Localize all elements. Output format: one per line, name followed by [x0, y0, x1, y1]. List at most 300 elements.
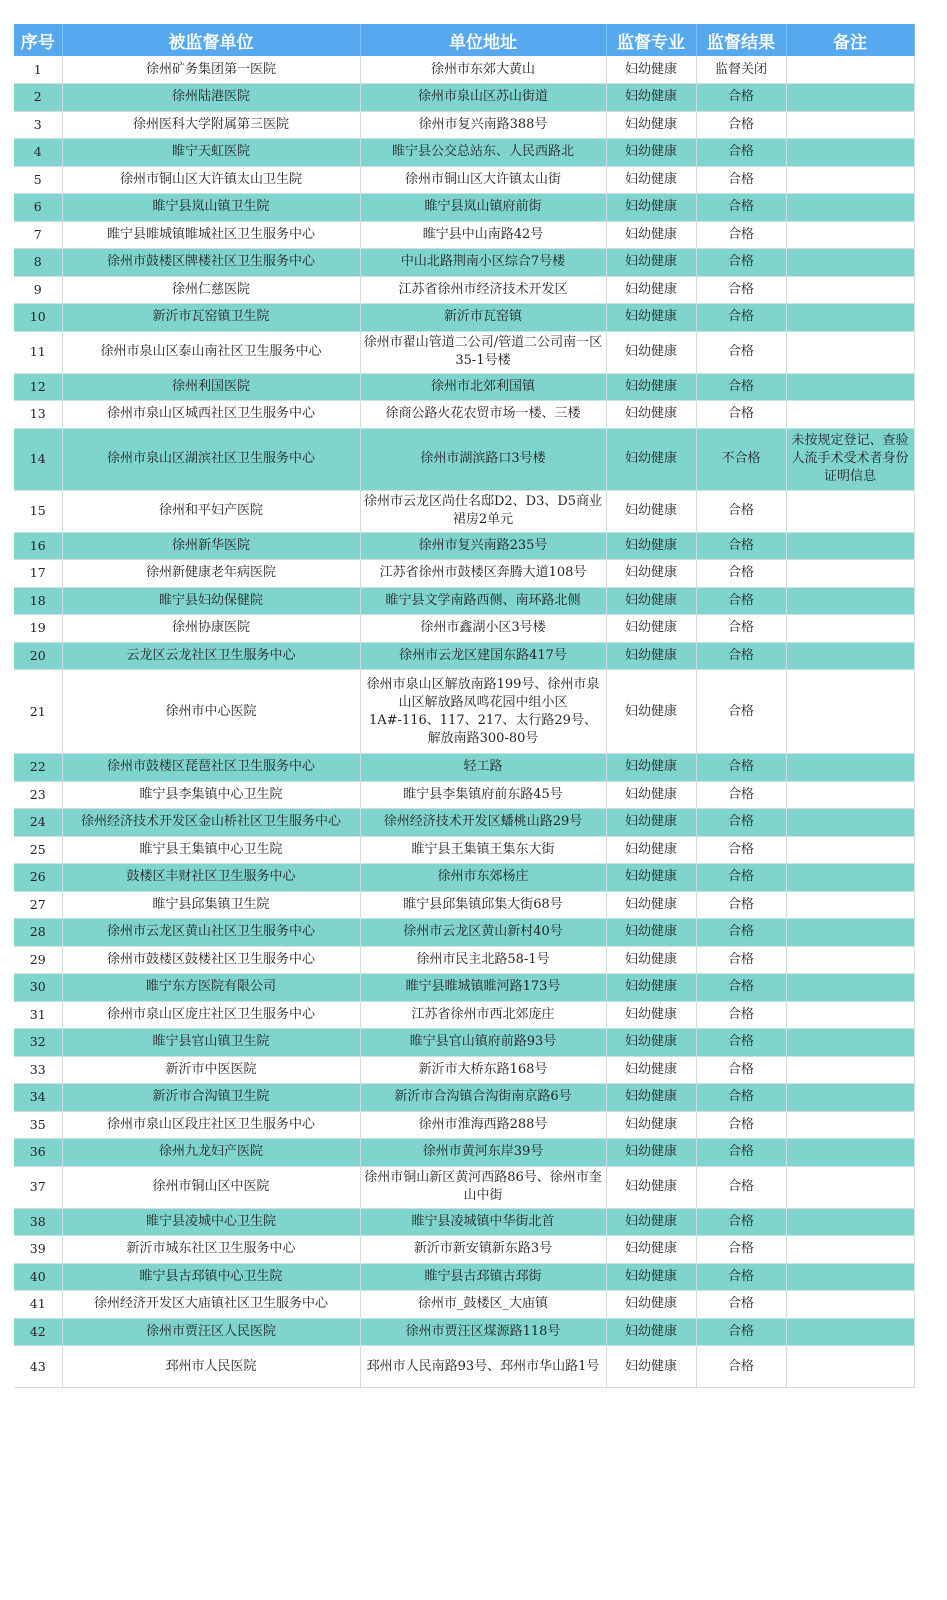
unit-cell: 云龙区云龙社区卫生服务中心	[62, 642, 360, 670]
result-cell: 合格	[696, 891, 786, 919]
header-serial-number: 序号	[14, 24, 62, 56]
serial-cell: 36	[14, 1139, 62, 1167]
address-cell: 徐州市翟山管道二公司/管道二公司南一区35-1号楼	[360, 331, 606, 373]
serial-cell: 1	[14, 56, 62, 84]
result-cell: 合格	[696, 111, 786, 139]
serial-cell: 42	[14, 1318, 62, 1346]
table-row	[14, 276, 914, 304]
field-cell: 妇幼健康	[606, 1263, 696, 1291]
unit-cell: 徐州市泉山区庞庄社区卫生服务中心	[62, 1001, 360, 1029]
unit-cell: 徐州市铜山区中医院	[62, 1166, 360, 1208]
unit-cell: 睢宁县睢城镇睢城社区卫生服务中心	[62, 221, 360, 249]
remarks-cell	[786, 754, 914, 782]
header-supervision-result: 监督结果	[696, 24, 786, 56]
field-cell: 妇幼健康	[606, 836, 696, 864]
address-cell: 江苏省徐州市鼓楼区奔腾大道108号	[360, 560, 606, 588]
field-cell: 妇幼健康	[606, 587, 696, 615]
field-cell: 妇幼健康	[606, 166, 696, 194]
remarks-cell	[786, 276, 914, 304]
inspection-results-table	[14, 24, 915, 1388]
serial-cell: 15	[14, 490, 62, 532]
unit-cell: 徐州市鼓楼区鼓楼社区卫生服务中心	[62, 946, 360, 974]
unit-cell: 徐州市鼓楼区牌楼社区卫生服务中心	[62, 249, 360, 277]
address-cell: 徐州市云龙区黄山新村40号	[360, 919, 606, 947]
table-row	[14, 401, 914, 429]
result-cell: 合格	[696, 919, 786, 947]
unit-cell: 徐州陆港医院	[62, 84, 360, 112]
result-cell: 合格	[696, 754, 786, 782]
table-row	[14, 891, 914, 919]
result-cell: 不合格	[696, 428, 786, 490]
result-cell: 监督关闭	[696, 56, 786, 84]
table-row	[14, 532, 914, 560]
unit-cell: 新沂市瓦窑镇卫生院	[62, 304, 360, 332]
result-cell: 合格	[696, 836, 786, 864]
address-cell: 徐州市贾汪区煤源路118号	[360, 1318, 606, 1346]
field-cell: 妇幼健康	[606, 84, 696, 112]
address-cell: 徐州市北郊利国镇	[360, 373, 606, 401]
address-cell: 徐州市湖滨路口3号楼	[360, 428, 606, 490]
unit-cell: 徐州经济开发区大庙镇社区卫生服务中心	[62, 1291, 360, 1319]
remarks-cell: 未按规定登记、查验人流手术受术者身份证明信息	[786, 428, 914, 490]
result-cell: 合格	[696, 1029, 786, 1057]
address-cell: 徐州市淮海西路288号	[360, 1111, 606, 1139]
serial-cell: 26	[14, 864, 62, 892]
remarks-cell	[786, 587, 914, 615]
table-row	[14, 615, 914, 643]
remarks-cell	[786, 401, 914, 429]
address-cell: 邳州市人民南路93号、邳州市华山路1号	[360, 1346, 606, 1388]
remarks-cell	[786, 864, 914, 892]
address-cell: 睢宁县凌城镇中华街北首	[360, 1208, 606, 1236]
table-row	[14, 139, 914, 167]
field-cell: 妇幼健康	[606, 1111, 696, 1139]
serial-cell: 37	[14, 1166, 62, 1208]
field-cell: 妇幼健康	[606, 1139, 696, 1167]
unit-cell: 睢宁县官山镇卫生院	[62, 1029, 360, 1057]
result-cell: 合格	[696, 532, 786, 560]
field-cell: 妇幼健康	[606, 331, 696, 373]
serial-cell: 30	[14, 974, 62, 1002]
unit-cell: 睢宁县妇幼保健院	[62, 587, 360, 615]
result-cell: 合格	[696, 166, 786, 194]
table-row	[14, 221, 914, 249]
unit-cell: 新沂市城东社区卫生服务中心	[62, 1236, 360, 1264]
unit-cell: 新沂市中医医院	[62, 1056, 360, 1084]
result-cell: 合格	[696, 1001, 786, 1029]
address-cell: 徐州市铜山区大许镇太山街	[360, 166, 606, 194]
result-cell: 合格	[696, 1111, 786, 1139]
field-cell: 妇幼健康	[606, 1346, 696, 1388]
address-cell: 徐州市民主北路58-1号	[360, 946, 606, 974]
result-cell: 合格	[696, 670, 786, 754]
table-header-row	[14, 24, 914, 56]
address-cell: 徐州市云龙区尚仕名邸D2、D3、D5商业裙房2单元	[360, 490, 606, 532]
result-cell: 合格	[696, 1056, 786, 1084]
field-cell: 妇幼健康	[606, 1056, 696, 1084]
address-cell: 新沂市大桥东路168号	[360, 1056, 606, 1084]
field-cell: 妇幼健康	[606, 974, 696, 1002]
remarks-cell	[786, 1208, 914, 1236]
remarks-cell	[786, 1084, 914, 1112]
result-cell: 合格	[696, 139, 786, 167]
table-row	[14, 670, 914, 754]
serial-cell: 5	[14, 166, 62, 194]
result-cell: 合格	[696, 1084, 786, 1112]
serial-cell: 20	[14, 642, 62, 670]
remarks-cell	[786, 373, 914, 401]
unit-cell: 徐州仁慈医院	[62, 276, 360, 304]
serial-cell: 41	[14, 1291, 62, 1319]
serial-cell: 7	[14, 221, 62, 249]
remarks-cell	[786, 670, 914, 754]
result-cell: 合格	[696, 194, 786, 222]
unit-cell: 睢宁县凌城中心卫生院	[62, 1208, 360, 1236]
address-cell: 睢宁县睢城镇睢河路173号	[360, 974, 606, 1002]
field-cell: 妇幼健康	[606, 1318, 696, 1346]
result-cell: 合格	[696, 331, 786, 373]
remarks-cell	[786, 1111, 914, 1139]
result-cell: 合格	[696, 615, 786, 643]
field-cell: 妇幼健康	[606, 249, 696, 277]
unit-cell: 徐州九龙妇产医院	[62, 1139, 360, 1167]
field-cell: 妇幼健康	[606, 919, 696, 947]
unit-cell: 徐州经济技术开发区金山桥社区卫生服务中心	[62, 809, 360, 837]
serial-cell: 16	[14, 532, 62, 560]
address-cell: 睢宁县岚山镇府前街	[360, 194, 606, 222]
result-cell: 合格	[696, 1236, 786, 1264]
address-cell: 徐州市泉山区解放南路199号、徐州市泉山区解放路凤鸣花园中组小区1A#-116、117、217、太行路29号、解放南路300-80号	[360, 670, 606, 754]
result-cell: 合格	[696, 1166, 786, 1208]
table-row	[14, 1236, 914, 1264]
serial-cell: 40	[14, 1263, 62, 1291]
address-cell: 睢宁县李集镇府前东路45号	[360, 781, 606, 809]
field-cell: 妇幼健康	[606, 1084, 696, 1112]
result-cell: 合格	[696, 401, 786, 429]
serial-cell: 21	[14, 670, 62, 754]
unit-cell: 睢宁县李集镇中心卫生院	[62, 781, 360, 809]
serial-cell: 19	[14, 615, 62, 643]
unit-cell: 徐州协康医院	[62, 615, 360, 643]
serial-cell: 3	[14, 111, 62, 139]
unit-cell: 徐州市泉山区段庄社区卫生服务中心	[62, 1111, 360, 1139]
address-cell: 新沂市新安镇新东路3号	[360, 1236, 606, 1264]
result-cell: 合格	[696, 974, 786, 1002]
table-row	[14, 560, 914, 588]
remarks-cell	[786, 56, 914, 84]
result-cell: 合格	[696, 809, 786, 837]
address-cell: 睢宁县古邳镇古邳街	[360, 1263, 606, 1291]
table-row	[14, 1346, 914, 1388]
table-row	[14, 836, 914, 864]
unit-cell: 睢宁县邱集镇卫生院	[62, 891, 360, 919]
field-cell: 妇幼健康	[606, 670, 696, 754]
field-cell: 妇幼健康	[606, 221, 696, 249]
field-cell: 妇幼健康	[606, 373, 696, 401]
remarks-cell	[786, 781, 914, 809]
remarks-cell	[786, 221, 914, 249]
table-row	[14, 974, 914, 1002]
remarks-cell	[786, 111, 914, 139]
result-cell: 合格	[696, 276, 786, 304]
table-row	[14, 249, 914, 277]
address-cell: 睢宁县王集镇王集东大街	[360, 836, 606, 864]
table-row	[14, 754, 914, 782]
unit-cell: 徐州新华医院	[62, 532, 360, 560]
remarks-cell	[786, 946, 914, 974]
remarks-cell	[786, 615, 914, 643]
remarks-cell	[786, 331, 914, 373]
result-cell: 合格	[696, 490, 786, 532]
remarks-cell	[786, 166, 914, 194]
address-cell: 睢宁县中山南路42号	[360, 221, 606, 249]
field-cell: 妇幼健康	[606, 304, 696, 332]
serial-cell: 9	[14, 276, 62, 304]
remarks-cell	[786, 1291, 914, 1319]
field-cell: 妇幼健康	[606, 139, 696, 167]
unit-cell: 睢宁东方医院有限公司	[62, 974, 360, 1002]
address-cell: 新沂市合沟镇合沟街南京路6号	[360, 1084, 606, 1112]
field-cell: 妇幼健康	[606, 642, 696, 670]
serial-cell: 6	[14, 194, 62, 222]
address-cell: 江苏省徐州市西北郊庞庄	[360, 1001, 606, 1029]
remarks-cell	[786, 1139, 914, 1167]
table-row	[14, 428, 914, 490]
remarks-cell	[786, 836, 914, 864]
address-cell: 徐州市黄河东岸39号	[360, 1139, 606, 1167]
table-row	[14, 781, 914, 809]
table-row	[14, 56, 914, 84]
unit-cell: 徐州矿务集团第一医院	[62, 56, 360, 84]
unit-cell: 徐州市泉山区湖滨社区卫生服务中心	[62, 428, 360, 490]
address-cell: 徐州市鑫湖小区3号楼	[360, 615, 606, 643]
field-cell: 妇幼健康	[606, 276, 696, 304]
remarks-cell	[786, 1029, 914, 1057]
remarks-cell	[786, 304, 914, 332]
serial-cell: 39	[14, 1236, 62, 1264]
serial-cell: 14	[14, 428, 62, 490]
unit-cell: 徐州和平妇产医院	[62, 490, 360, 532]
result-cell: 合格	[696, 781, 786, 809]
unit-cell: 徐州新健康老年病医院	[62, 560, 360, 588]
table-row	[14, 373, 914, 401]
table-row	[14, 1263, 914, 1291]
unit-cell: 徐州市鼓楼区琵琶社区卫生服务中心	[62, 754, 360, 782]
unit-cell: 徐州市泉山区城西社区卫生服务中心	[62, 401, 360, 429]
remarks-cell	[786, 194, 914, 222]
field-cell: 妇幼健康	[606, 1001, 696, 1029]
table-row	[14, 84, 914, 112]
serial-cell: 25	[14, 836, 62, 864]
unit-cell: 睢宁天虹医院	[62, 139, 360, 167]
result-cell: 合格	[696, 587, 786, 615]
serial-cell: 29	[14, 946, 62, 974]
serial-cell: 22	[14, 754, 62, 782]
remarks-cell	[786, 1318, 914, 1346]
result-cell: 合格	[696, 373, 786, 401]
address-cell: 徐州市复兴南路388号	[360, 111, 606, 139]
result-cell: 合格	[696, 946, 786, 974]
serial-cell: 10	[14, 304, 62, 332]
table-row	[14, 304, 914, 332]
table-row	[14, 1208, 914, 1236]
table-row	[14, 111, 914, 139]
table-row	[14, 1001, 914, 1029]
remarks-cell	[786, 891, 914, 919]
remarks-cell	[786, 84, 914, 112]
unit-cell: 徐州市铜山区大许镇太山卫生院	[62, 166, 360, 194]
table-row	[14, 1029, 914, 1057]
unit-cell: 邳州市人民医院	[62, 1346, 360, 1388]
serial-cell: 12	[14, 373, 62, 401]
field-cell: 妇幼健康	[606, 1029, 696, 1057]
remarks-cell	[786, 1263, 914, 1291]
unit-cell: 徐州市贾汪区人民医院	[62, 1318, 360, 1346]
table-row	[14, 587, 914, 615]
serial-cell: 4	[14, 139, 62, 167]
unit-cell: 鼓楼区丰财社区卫生服务中心	[62, 864, 360, 892]
unit-cell: 新沂市合沟镇卫生院	[62, 1084, 360, 1112]
address-cell: 徐州市复兴南路235号	[360, 532, 606, 560]
serial-cell: 17	[14, 560, 62, 588]
field-cell: 妇幼健康	[606, 1208, 696, 1236]
remarks-cell	[786, 1166, 914, 1208]
table-row	[14, 1056, 914, 1084]
remarks-cell	[786, 1001, 914, 1029]
serial-cell: 13	[14, 401, 62, 429]
unit-cell: 徐州利国医院	[62, 373, 360, 401]
address-cell: 睢宁县公交总站东、人民西路北	[360, 139, 606, 167]
serial-cell: 8	[14, 249, 62, 277]
address-cell: 徐州市云龙区建国东路417号	[360, 642, 606, 670]
remarks-cell	[786, 560, 914, 588]
remarks-cell	[786, 1236, 914, 1264]
remarks-cell	[786, 139, 914, 167]
table-row	[14, 864, 914, 892]
address-cell: 徐州经济技术开发区蟠桃山路29号	[360, 809, 606, 837]
field-cell: 妇幼健康	[606, 401, 696, 429]
serial-cell: 24	[14, 809, 62, 837]
remarks-cell	[786, 642, 914, 670]
serial-cell: 38	[14, 1208, 62, 1236]
header-remarks: 备注	[786, 24, 914, 56]
table-row	[14, 1111, 914, 1139]
result-cell: 合格	[696, 249, 786, 277]
address-cell: 江苏省徐州市经济技术开发区	[360, 276, 606, 304]
remarks-cell	[786, 249, 914, 277]
field-cell: 妇幼健康	[606, 946, 696, 974]
header-supervised-unit: 被监督单位	[62, 24, 360, 56]
remarks-cell	[786, 490, 914, 532]
table-row	[14, 642, 914, 670]
result-cell: 合格	[696, 221, 786, 249]
address-cell: 徐州市铜山新区黄河西路86号、徐州市奎山中街	[360, 1166, 606, 1208]
result-cell: 合格	[696, 1208, 786, 1236]
remarks-cell	[786, 1346, 914, 1388]
result-cell: 合格	[696, 304, 786, 332]
table-row	[14, 919, 914, 947]
table-row	[14, 1166, 914, 1208]
field-cell: 妇幼健康	[606, 56, 696, 84]
result-cell: 合格	[696, 1263, 786, 1291]
field-cell: 妇幼健康	[606, 809, 696, 837]
field-cell: 妇幼健康	[606, 864, 696, 892]
field-cell: 妇幼健康	[606, 560, 696, 588]
serial-cell: 23	[14, 781, 62, 809]
serial-cell: 34	[14, 1084, 62, 1112]
serial-cell: 43	[14, 1346, 62, 1388]
table-row	[14, 1291, 914, 1319]
field-cell: 妇幼健康	[606, 532, 696, 560]
result-cell: 合格	[696, 1291, 786, 1319]
serial-cell: 32	[14, 1029, 62, 1057]
remarks-cell	[786, 809, 914, 837]
unit-cell: 睢宁县古邳镇中心卫生院	[62, 1263, 360, 1291]
field-cell: 妇幼健康	[606, 754, 696, 782]
field-cell: 妇幼健康	[606, 781, 696, 809]
serial-cell: 2	[14, 84, 62, 112]
table-row	[14, 194, 914, 222]
unit-cell: 睢宁县王集镇中心卫生院	[62, 836, 360, 864]
table-row	[14, 946, 914, 974]
address-cell: 轻工路	[360, 754, 606, 782]
address-cell: 新沂市瓦窑镇	[360, 304, 606, 332]
field-cell: 妇幼健康	[606, 194, 696, 222]
serial-cell: 11	[14, 331, 62, 373]
serial-cell: 35	[14, 1111, 62, 1139]
address-cell: 徐州市_鼓楼区_大庙镇	[360, 1291, 606, 1319]
address-cell: 徐州市东郊大黄山	[360, 56, 606, 84]
serial-cell: 33	[14, 1056, 62, 1084]
table-row	[14, 490, 914, 532]
address-cell: 徐商公路火花农贸市场一楼、三楼	[360, 401, 606, 429]
header-supervision-field: 监督专业	[606, 24, 696, 56]
table-row	[14, 166, 914, 194]
serial-cell: 28	[14, 919, 62, 947]
result-cell: 合格	[696, 1139, 786, 1167]
field-cell: 妇幼健康	[606, 428, 696, 490]
remarks-cell	[786, 919, 914, 947]
table-row	[14, 1084, 914, 1112]
unit-cell: 徐州市泉山区泰山南社区卫生服务中心	[62, 331, 360, 373]
inspection-table-sheet	[14, 24, 914, 1388]
field-cell: 妇幼健康	[606, 1236, 696, 1264]
table-row	[14, 809, 914, 837]
result-cell: 合格	[696, 642, 786, 670]
field-cell: 妇幼健康	[606, 1291, 696, 1319]
serial-cell: 18	[14, 587, 62, 615]
table-row	[14, 1139, 914, 1167]
table-row	[14, 331, 914, 373]
remarks-cell	[786, 974, 914, 1002]
unit-cell: 睢宁县岚山镇卫生院	[62, 194, 360, 222]
remarks-cell	[786, 1056, 914, 1084]
table-body	[14, 56, 914, 1388]
field-cell: 妇幼健康	[606, 111, 696, 139]
unit-cell: 徐州市云龙区黄山社区卫生服务中心	[62, 919, 360, 947]
remarks-cell	[786, 532, 914, 560]
serial-cell: 31	[14, 1001, 62, 1029]
address-cell: 中山北路荆南小区综合7号楼	[360, 249, 606, 277]
result-cell: 合格	[696, 1346, 786, 1388]
address-cell: 徐州市泉山区苏山街道	[360, 84, 606, 112]
result-cell: 合格	[696, 84, 786, 112]
result-cell: 合格	[696, 864, 786, 892]
field-cell: 妇幼健康	[606, 615, 696, 643]
address-cell: 睢宁县官山镇府前路93号	[360, 1029, 606, 1057]
unit-cell: 徐州医科大学附属第三医院	[62, 111, 360, 139]
result-cell: 合格	[696, 560, 786, 588]
